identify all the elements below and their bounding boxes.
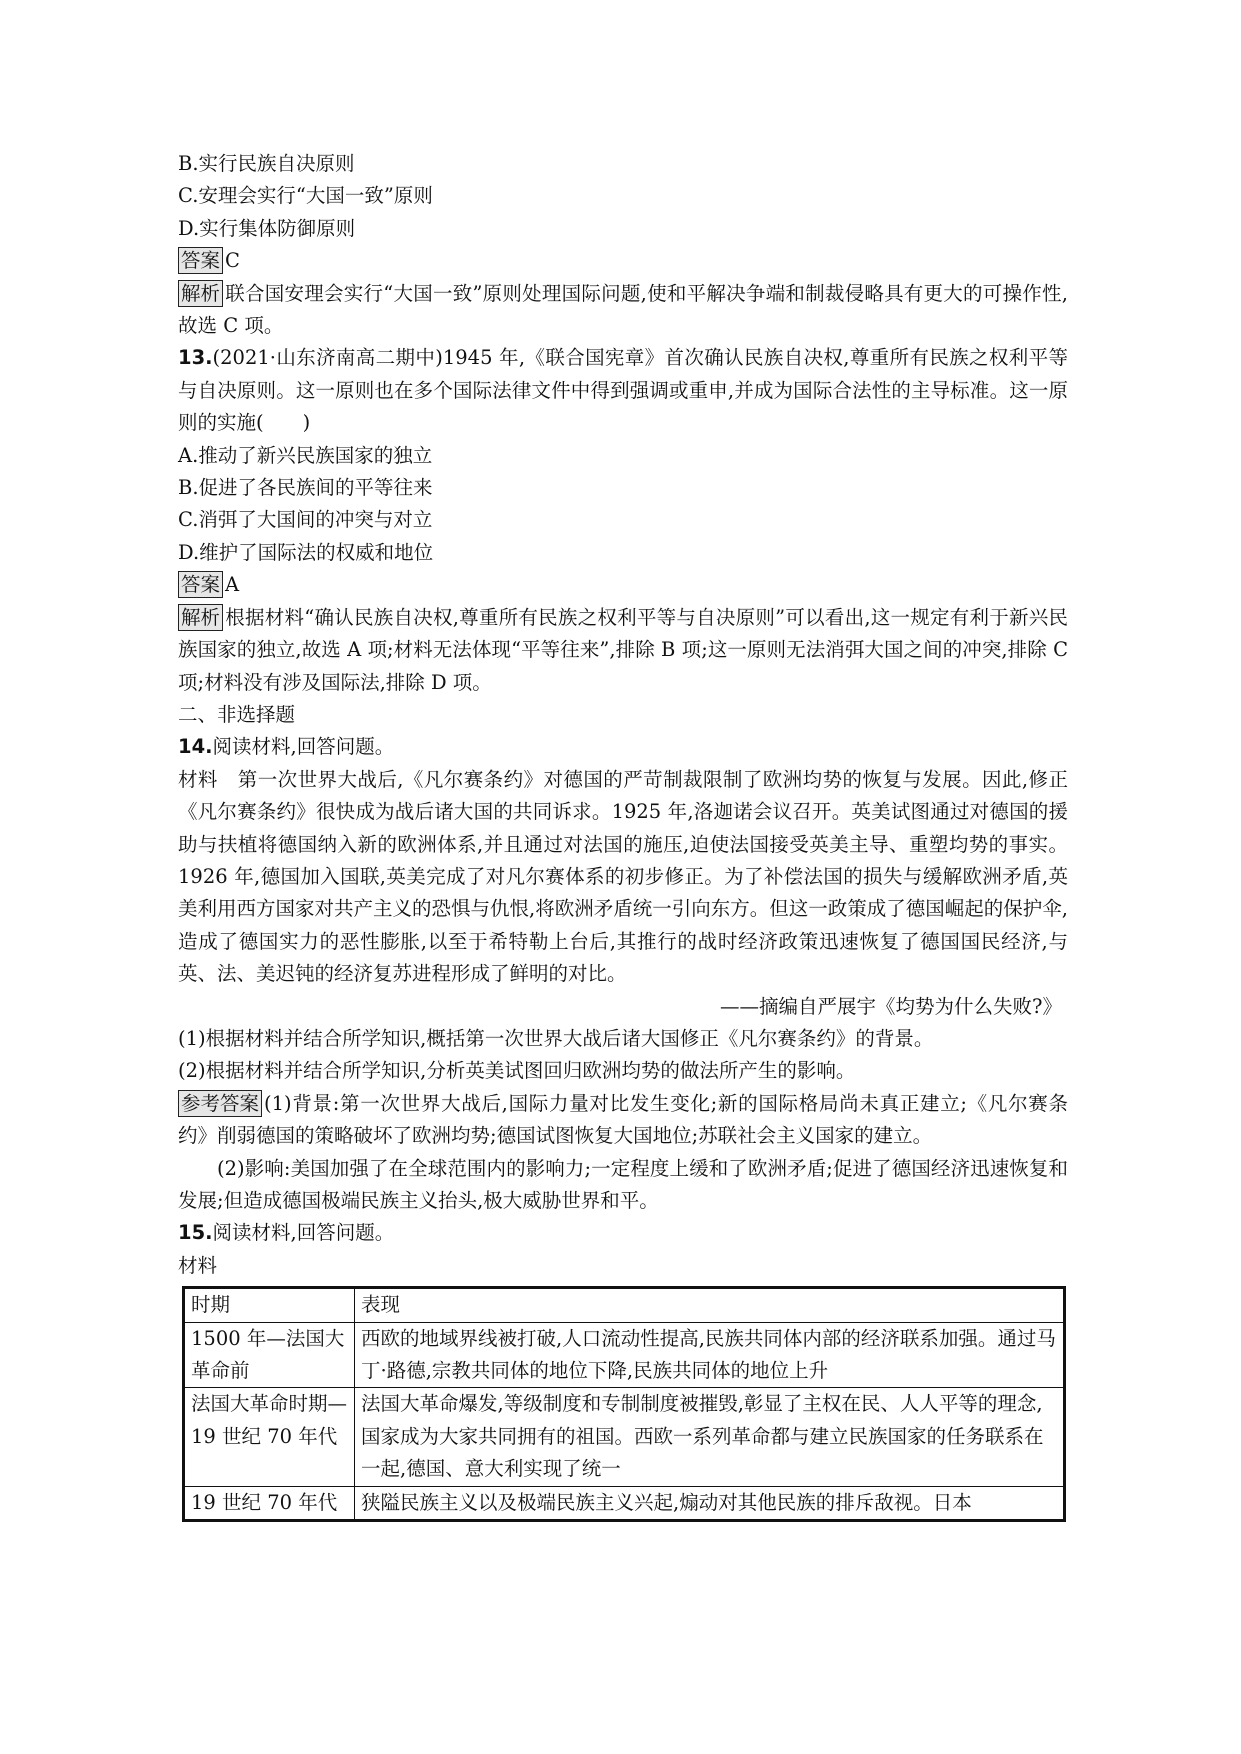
table-cell-period: 法国大革命时期—19 世纪 70 年代 (184, 1388, 355, 1486)
answer-value: C (225, 249, 240, 273)
analysis-row (178, 278, 1068, 343)
table-row (184, 1388, 1065, 1486)
answer-tag: 答案 (178, 571, 223, 598)
answer-tag: 答案 (178, 247, 223, 274)
answer-row (178, 569, 1068, 601)
material-label: 材料 (178, 1253, 218, 1277)
sub-question-2: (2)根据材料并结合所学知识,分析英美试图回归欧洲均势的做法所产生的影响。 (178, 1059, 856, 1083)
table-header-row (184, 1288, 1065, 1322)
answer-value: A (225, 573, 240, 597)
option-d: D.实行集体防御原则 (178, 216, 356, 240)
question-13-stem (178, 342, 1068, 439)
question-text: 阅读材料,回答问题。 (212, 1221, 395, 1245)
table-cell-period: 1500 年—法国大革命前 (184, 1322, 355, 1388)
question-text: (2021·山东济南高二期中)1945 年,《联合国宪章》首次确认民族自决权,尊重所有民族之权利平等与自决原则。这一原则也在多个国际法律文件中得到强调或重申,并成为国际合法性的主导标准。这一原则的实施( ) (178, 346, 1068, 435)
material-source: ——摘编自严展宇《均势为什么失败?》 (720, 994, 1062, 1018)
sub-question-1: (1)根据材料并结合所学知识,概括第一次世界大战后诸大国修正《凡尔赛条约》的背景。 (178, 1026, 934, 1050)
reference-answer-2: (2)影响:美国加强了在全球范围内的影响力;一定程度上缓和了欧洲矛盾;促进了德国经济迅速恢复和发展;但造成德国极端民族主义抬头,极大威胁世界和平。 (178, 1156, 1068, 1212)
answer-row (178, 245, 1068, 277)
table-cell-period: 19 世纪 70 年代 (184, 1486, 355, 1520)
document-page (178, 148, 1068, 1522)
analysis-text: 联合国安理会实行“大国一致”原则处理国际问题,使和平解决争端和制裁侵略具有更大的可操作性,故选 C 项。 (178, 281, 1068, 338)
table-row (184, 1486, 1065, 1520)
question-14-stem (178, 731, 1068, 763)
reference-answer-1 (178, 1088, 1068, 1153)
option-b: B.实行民族自决原则 (178, 152, 355, 175)
question-number: 14. (178, 735, 213, 759)
table-cell-description: 西欧的地域界线被打破,人口流动性提高,民族共同体内部的经济联系加强。通过马丁·路德,宗教共同体的地位下降,民族共同体的地位上升 (355, 1322, 1065, 1388)
table-cell-description: 狭隘民族主义以及极端民族主义兴起,煽动对其他民族的排斥敌视。日本 (355, 1486, 1065, 1520)
option-a: A.推动了新兴民族国家的独立 (178, 443, 433, 467)
option-b: B.促进了各民族间的平等往来 (178, 476, 433, 500)
reference-answer-tag: 参考答案 (178, 1090, 262, 1117)
analysis-text: 根据材料“确认民族自决权,尊重所有民族之权利平等与自决原则”可以看出,这一规定有利于新兴民族国家的独立,故选 A 项;材料无法体现“平等往来”,排除 B 项;这一原则无法消弭大国之间的冲突,排除 C 项;材料没有涉及国际法,排除 D 项。 (178, 605, 1068, 694)
table-cell-description: 法国大革命爆发,等级制度和专制制度被摧毁,彰显了主权在民、人人平等的理念,国家成为大家共同拥有的祖国。西欧一系列革命都与建立民族国家的任务联系在一起,德国、意大利实现了统一 (355, 1388, 1065, 1486)
question-number: 13. (178, 346, 213, 370)
section-heading: 二、非选择题 (178, 702, 296, 726)
material-text: 材料 第一次世界大战后,《凡尔赛条约》对德国的严苛制裁限制了欧洲均势的恢复与发展。因此,修正《凡尔赛条约》很快成为战后诸大国的共同诉求。1925 年,洛迦诺会议召开。英美试图通过对德国的援助与扶植将德国纳入新的欧洲体系,并且通过对法国的施压,迫使法国接受英美主导、重塑均势的事实。1926 年,德国加入国联,英美完成了对凡尔赛体系的初步修正。为了补偿法国的损失与缓解欧洲矛盾,英美利用西方国家对共产主义的恐惧与仇恨,将欧洲矛盾统一引向东方。但这一政策成了德国崛起的保护伞,造成了德国实力的恶性膨胀,以至于希特勒上台后,其推行的战时经济政策迅速恢复了德国国民经济,与英、法、美迟钝的经济复苏进程形成了鲜明的对比。 (178, 767, 1068, 986)
question-15-stem (178, 1217, 1068, 1249)
analysis-tag: 解析 (178, 604, 223, 631)
option-c: C.消弭了大国间的冲突与对立 (178, 508, 433, 532)
table-header-cell: 时期 (184, 1288, 355, 1322)
material-table (182, 1286, 1066, 1522)
option-d: D.维护了国际法的权威和地位 (178, 540, 434, 564)
question-number: 15. (178, 1221, 213, 1245)
question-text: 阅读材料,回答问题。 (212, 735, 395, 759)
table-header-cell: 表现 (355, 1288, 1065, 1322)
option-c: C.安理会实行“大国一致”原则 (178, 184, 433, 208)
analysis-row (178, 602, 1068, 699)
reference-answer-text: (1)背景:第一次世界大战后,国际力量对比发生变化;新的国际格局尚未真正建立;《凡尔赛条约》削弱德国的策略破坏了欧洲均势;德国试图恢复大国地位;苏联社会主义国家的建立。 (178, 1091, 1068, 1148)
table-row (184, 1322, 1065, 1388)
analysis-tag: 解析 (178, 280, 223, 307)
